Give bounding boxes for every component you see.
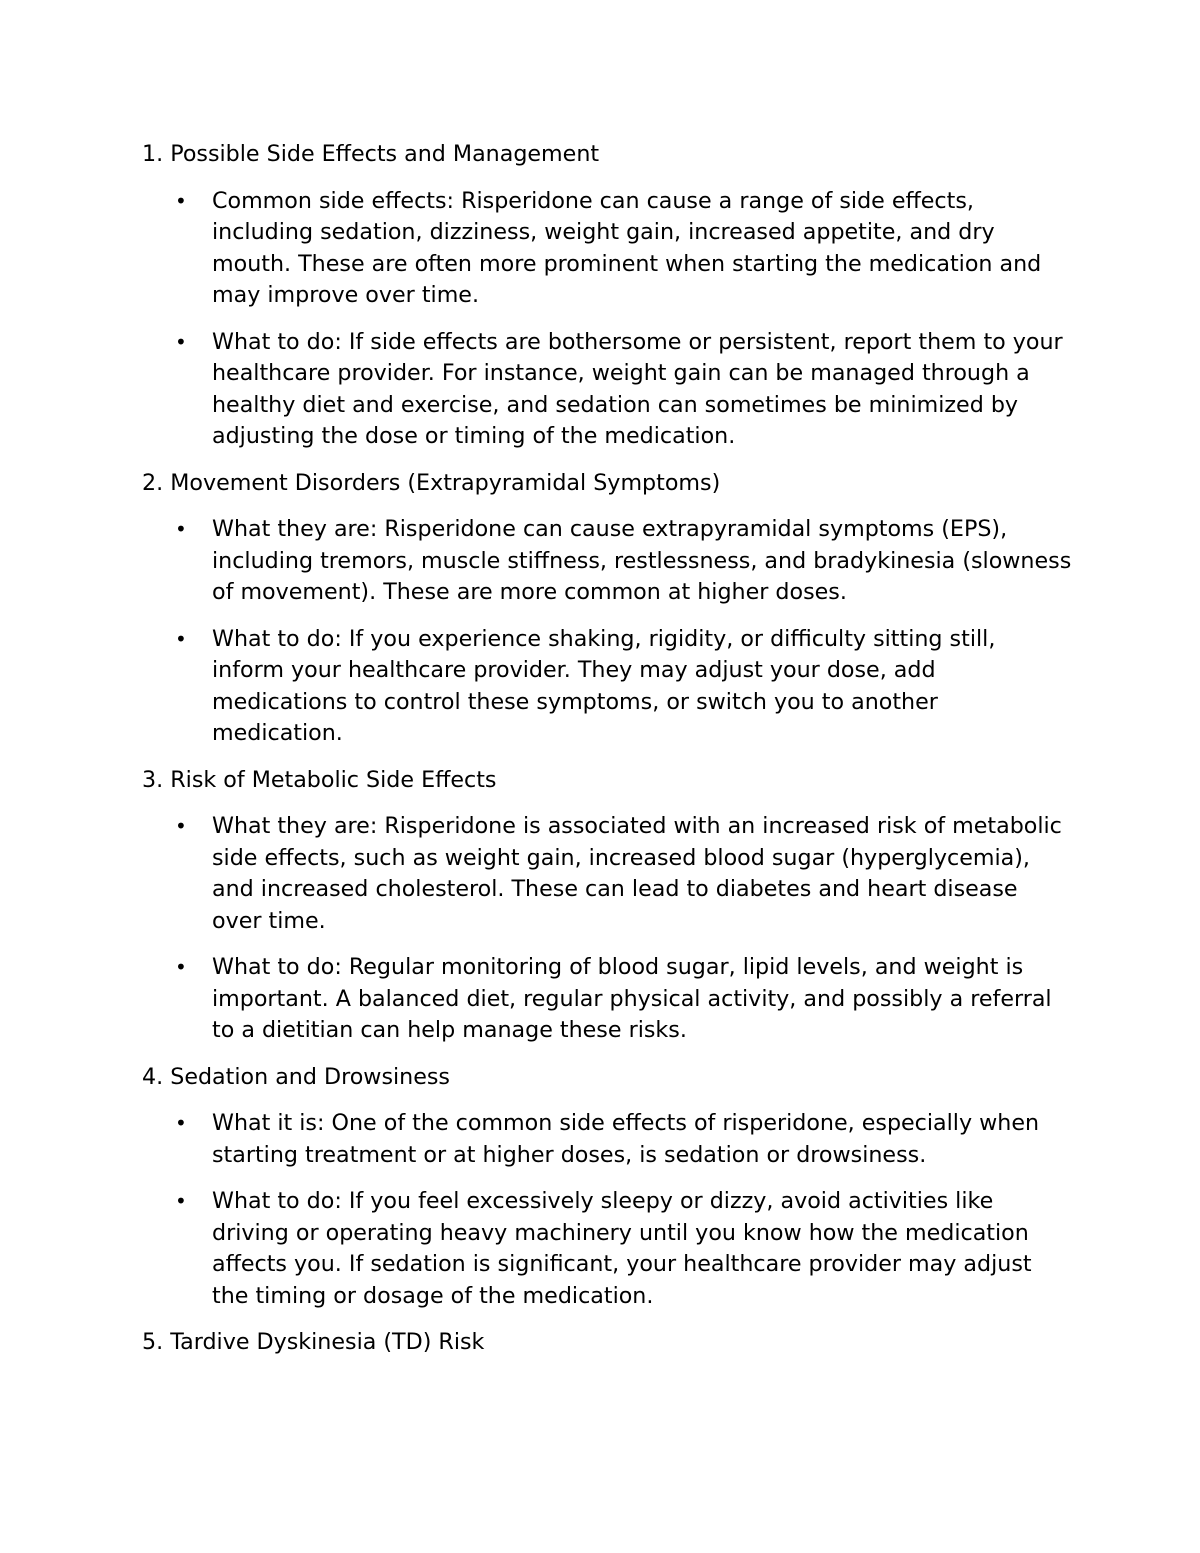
bullet-icon: • — [175, 517, 187, 541]
section-heading — [142, 765, 1072, 797]
bullet-list — [142, 811, 1072, 1047]
bullet-text: What it is: One of the common side effects of risperidone, especially when starting treatment or at higher doses, is sedation or drowsiness. — [212, 1110, 1040, 1168]
bullet-icon: • — [175, 1189, 187, 1213]
section-number: 5. — [142, 1329, 164, 1355]
section-2 — [142, 468, 1072, 750]
section-title: Risk of Metabolic Side Effects — [170, 766, 497, 793]
section-heading — [142, 1062, 1072, 1094]
bullet-text: What to do: Regular monitoring of blood sugar, lipid levels, and weight is important. A balanced diet, regular physical activity, and possibly a referral to a dietitian can help manage these risks. — [212, 954, 1052, 1043]
bullet-text: What to do: If you feel excessively sleepy or dizzy, avoid activities like driving or operating heavy machinery until you know how the medication affects you. If sedation is significant, your healthcare provider may adjust the timing or dosage of the medication. — [212, 1188, 1032, 1309]
bullet-list — [142, 186, 1072, 453]
bullet-icon: • — [175, 814, 187, 838]
section-5 — [142, 1327, 1072, 1359]
list-item — [142, 1108, 1072, 1171]
bullet-text: What to do: If side effects are bothersome or persistent, report them to your healthcare provider. For instance, weight gain can be managed through a healthy diet and exercise, and sedation can sometimes be minimized by adjusting the dose or timing of the medication. — [212, 328, 1063, 449]
section-number: 2. — [142, 469, 164, 496]
list-item — [142, 952, 1072, 1047]
bullet-list — [142, 1108, 1072, 1312]
section-3 — [142, 765, 1072, 1047]
section-number: 3. — [142, 766, 164, 793]
list-item — [142, 327, 1072, 453]
list-item — [142, 624, 1072, 750]
section-title: Possible Side Effects and Management — [170, 141, 600, 167]
bullet-icon: • — [175, 188, 187, 213]
section-title: Sedation and Drowsiness — [170, 1063, 450, 1090]
section-heading — [142, 468, 1072, 500]
bullet-list — [142, 514, 1072, 750]
list-item — [142, 1186, 1072, 1312]
section-1 — [142, 139, 1072, 453]
section-title: Tardive Dyskinesia (TD) Risk — [170, 1329, 485, 1355]
bullet-icon: • — [175, 626, 187, 651]
section-4 — [142, 1062, 1072, 1313]
section-heading — [142, 1327, 1072, 1359]
bullet-text: What to do: If you experience shaking, rigidity, or difficulty sitting still, inform your healthcare provider. They may adjust your dose, add medications to control these symptoms, or switch you to another medication. — [212, 625, 996, 746]
list-item — [142, 514, 1072, 609]
section-heading — [142, 139, 1072, 171]
bullet-text: What they are: Risperidone is associated with an increased risk of metabolic side effects, such as weight gain, increased blood sugar (hyperglycemia), and increased cholesterol. These can lead to diabetes and heart disease over time. — [212, 813, 1062, 934]
section-number: 1. — [142, 141, 164, 167]
section-number: 4. — [142, 1063, 164, 1090]
section-title: Movement Disorders (Extrapyramidal Symptoms) — [170, 469, 721, 496]
bullet-icon: • — [175, 1111, 187, 1135]
bullet-icon: • — [175, 329, 187, 354]
list-item — [142, 186, 1072, 312]
bullet-text: What they are: Risperidone can cause extrapyramidal symptoms (EPS), including tremors, muscle stiffness, restlessness, and bradykinesia (slowness of movement). These are more common at higher doses. — [212, 516, 1072, 605]
bullet-icon: • — [175, 955, 187, 979]
list-item — [142, 811, 1072, 937]
document-body — [142, 139, 1072, 1374]
bullet-text: Common side effects: Risperidone can cause a range of side effects, including sedation, dizziness, weight gain, increased appetite, and dry mouth. These are often more prominent when starting the medication and may improve over time. — [212, 187, 1042, 308]
